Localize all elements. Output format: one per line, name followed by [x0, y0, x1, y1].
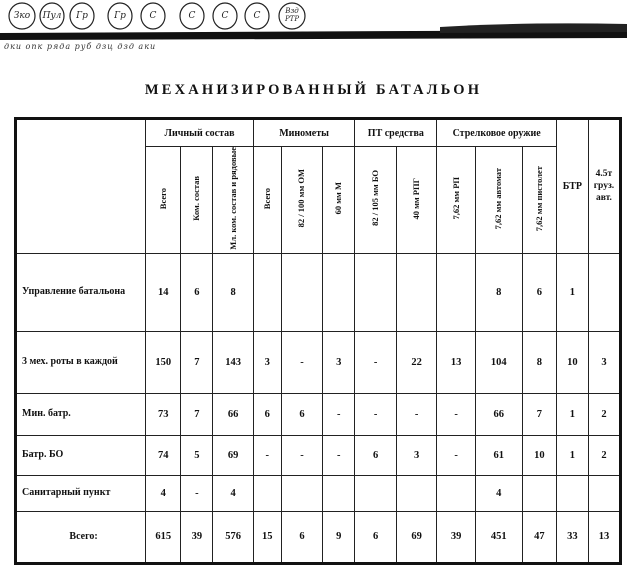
table-cell: 61: [475, 435, 522, 475]
table-cell: -: [437, 435, 475, 475]
table-cell: 5: [181, 435, 213, 475]
table-cell: 39: [437, 511, 475, 563]
group-small-arms: Стрелковое оружие: [437, 119, 556, 147]
table-cell: 6: [281, 511, 323, 563]
table-cell: [396, 475, 437, 511]
circle-label: С: [221, 11, 229, 21]
table-row: [16, 475, 621, 511]
sub-pistol762-label: 7,62 мм пистолет: [533, 165, 544, 231]
table-cell: 6: [522, 253, 556, 331]
group-trucks: 4.5т груз. авт.: [588, 119, 620, 254]
table-cell: 2: [588, 393, 620, 435]
row-label: Всего:: [16, 511, 146, 563]
table-cell: [323, 475, 355, 511]
sub-m82: [281, 147, 323, 254]
table-cell: 1: [556, 435, 588, 475]
table-row: [16, 435, 621, 475]
circle-label: Гр: [76, 11, 88, 21]
table-cell: 6: [355, 435, 397, 475]
table-cell: 3: [253, 331, 281, 393]
table-cell: 2: [588, 435, 620, 475]
row-label: 3 мех. роты в каждой: [16, 331, 146, 393]
circle-label: С: [149, 11, 157, 21]
circle-label: Пул: [42, 11, 62, 21]
sub-m82-label: 82 / 100 мм ОМ: [296, 169, 307, 228]
table-cell: -: [281, 331, 323, 393]
table-cell: 4: [146, 475, 181, 511]
row-label: Мин. батр.: [16, 393, 146, 435]
circle-label: Зко: [13, 11, 31, 21]
sub-m60-label: 60 мм М: [333, 182, 344, 215]
sub-rpg40: [396, 147, 437, 254]
table-cell: 6: [181, 253, 213, 331]
page-title: МЕХАНИЗИРОВАННЫЙ БАТАЛЬОН: [144, 82, 483, 98]
table-cell: 1: [556, 393, 588, 435]
table-cell: 47: [522, 511, 556, 563]
sub-m60: [323, 147, 355, 254]
sub-at82-label: 82 / 105 мм БО: [370, 170, 381, 227]
table-cell: 73: [146, 393, 181, 435]
table-cell: 4: [213, 475, 254, 511]
table-cell: [323, 253, 355, 331]
table-cell: 8: [475, 253, 522, 331]
sub-nco: [213, 147, 254, 254]
group-at: ПТ средства: [355, 119, 437, 147]
sub-mortars-total-label: Всего: [261, 187, 272, 209]
table-row: [16, 331, 621, 393]
table-cell: 10: [556, 331, 588, 393]
table-cell: [556, 475, 588, 511]
table-cell: 66: [475, 393, 522, 435]
table-cell: 69: [396, 511, 437, 563]
sub-total-label: Всего: [157, 187, 168, 209]
table-cell: [522, 475, 556, 511]
sub-officers-label: Ком. состав: [191, 175, 202, 221]
table-cell: 104: [475, 331, 522, 393]
sub-ak762-label: 7,62 мм автомат: [493, 167, 504, 230]
table-row: [16, 393, 621, 435]
table-cell: -: [437, 393, 475, 435]
circle-label: С: [253, 11, 261, 21]
table-cell: -: [281, 435, 323, 475]
table-body: [16, 253, 621, 563]
table-cell: 4: [475, 475, 522, 511]
table-cell: -: [355, 393, 397, 435]
corner-cell: [16, 119, 146, 254]
table-cell: 451: [475, 511, 522, 563]
table-cell: [588, 253, 620, 331]
battalion-table: [14, 117, 622, 565]
table-cell: [253, 475, 281, 511]
sub-at82: [355, 147, 397, 254]
table-cell: [588, 475, 620, 511]
handwritten-notes: дки опк ряда руб дзц дзд аки: [4, 42, 157, 51]
row-label: Батр. БО: [16, 435, 146, 475]
table-cell: [253, 253, 281, 331]
sub-nco-label: Мл. ком. состав и рядовые: [227, 147, 238, 250]
table-cell: [355, 253, 397, 331]
sub-rpg40-label: 40 мм РПГ: [411, 177, 422, 220]
table-cell: 615: [146, 511, 181, 563]
table-cell: 3: [396, 435, 437, 475]
table-cell: 13: [588, 511, 620, 563]
table-cell: 13: [437, 331, 475, 393]
sub-rp762: [437, 147, 475, 254]
table-cell: -: [355, 331, 397, 393]
table-cell: [437, 475, 475, 511]
table-cell: 74: [146, 435, 181, 475]
sub-total: [146, 147, 181, 254]
table-cell: 69: [213, 435, 254, 475]
table-row: [16, 253, 621, 331]
row-label: Санитарный пункт: [16, 475, 146, 511]
table-cell: -: [323, 393, 355, 435]
group-mortars: Минометы: [253, 119, 354, 147]
sub-ak762: [475, 147, 522, 254]
table-cell: 576: [213, 511, 254, 563]
handwritten-header-strip: [0, 0, 627, 58]
table-cell: -: [181, 475, 213, 511]
table-cell: -: [396, 393, 437, 435]
table-cell: [355, 475, 397, 511]
table-cell: 3: [588, 331, 620, 393]
sub-pistol762: [522, 147, 556, 254]
table-cell: 1: [556, 253, 588, 331]
table-cell: 3: [323, 331, 355, 393]
table-cell: 7: [181, 393, 213, 435]
table-cell: 8: [522, 331, 556, 393]
table-cell: 6: [355, 511, 397, 563]
table-cell: 7: [522, 393, 556, 435]
circle-label: Взд РТР: [284, 7, 300, 23]
sub-officers: [181, 147, 213, 254]
table-cell: 66: [213, 393, 254, 435]
table-cell: [281, 253, 323, 331]
table-cell: 6: [281, 393, 323, 435]
table-cell: [396, 253, 437, 331]
table-cell: 22: [396, 331, 437, 393]
sub-rp762-label: 7,62 мм РП: [450, 177, 461, 220]
table-cell: 33: [556, 511, 588, 563]
table-cell: [437, 253, 475, 331]
sub-mortars-total: [253, 147, 281, 254]
table-cell: 14: [146, 253, 181, 331]
table-cell: 7: [181, 331, 213, 393]
table-cell: 143: [213, 331, 254, 393]
circle-label: Гр: [114, 11, 126, 21]
table-cell: 39: [181, 511, 213, 563]
table-cell: 15: [253, 511, 281, 563]
table-cell: [281, 475, 323, 511]
table-cell: 9: [323, 511, 355, 563]
table-cell: 10: [522, 435, 556, 475]
group-personnel: Личный состав: [146, 119, 254, 147]
group-btr: БТР: [556, 119, 588, 254]
table-cell: 150: [146, 331, 181, 393]
table-cell: -: [253, 435, 281, 475]
table-cell: -: [323, 435, 355, 475]
circle-label: С: [188, 11, 196, 21]
table-cell: 8: [213, 253, 254, 331]
row-label: Управление батальона: [16, 253, 146, 331]
table-cell: 6: [253, 393, 281, 435]
